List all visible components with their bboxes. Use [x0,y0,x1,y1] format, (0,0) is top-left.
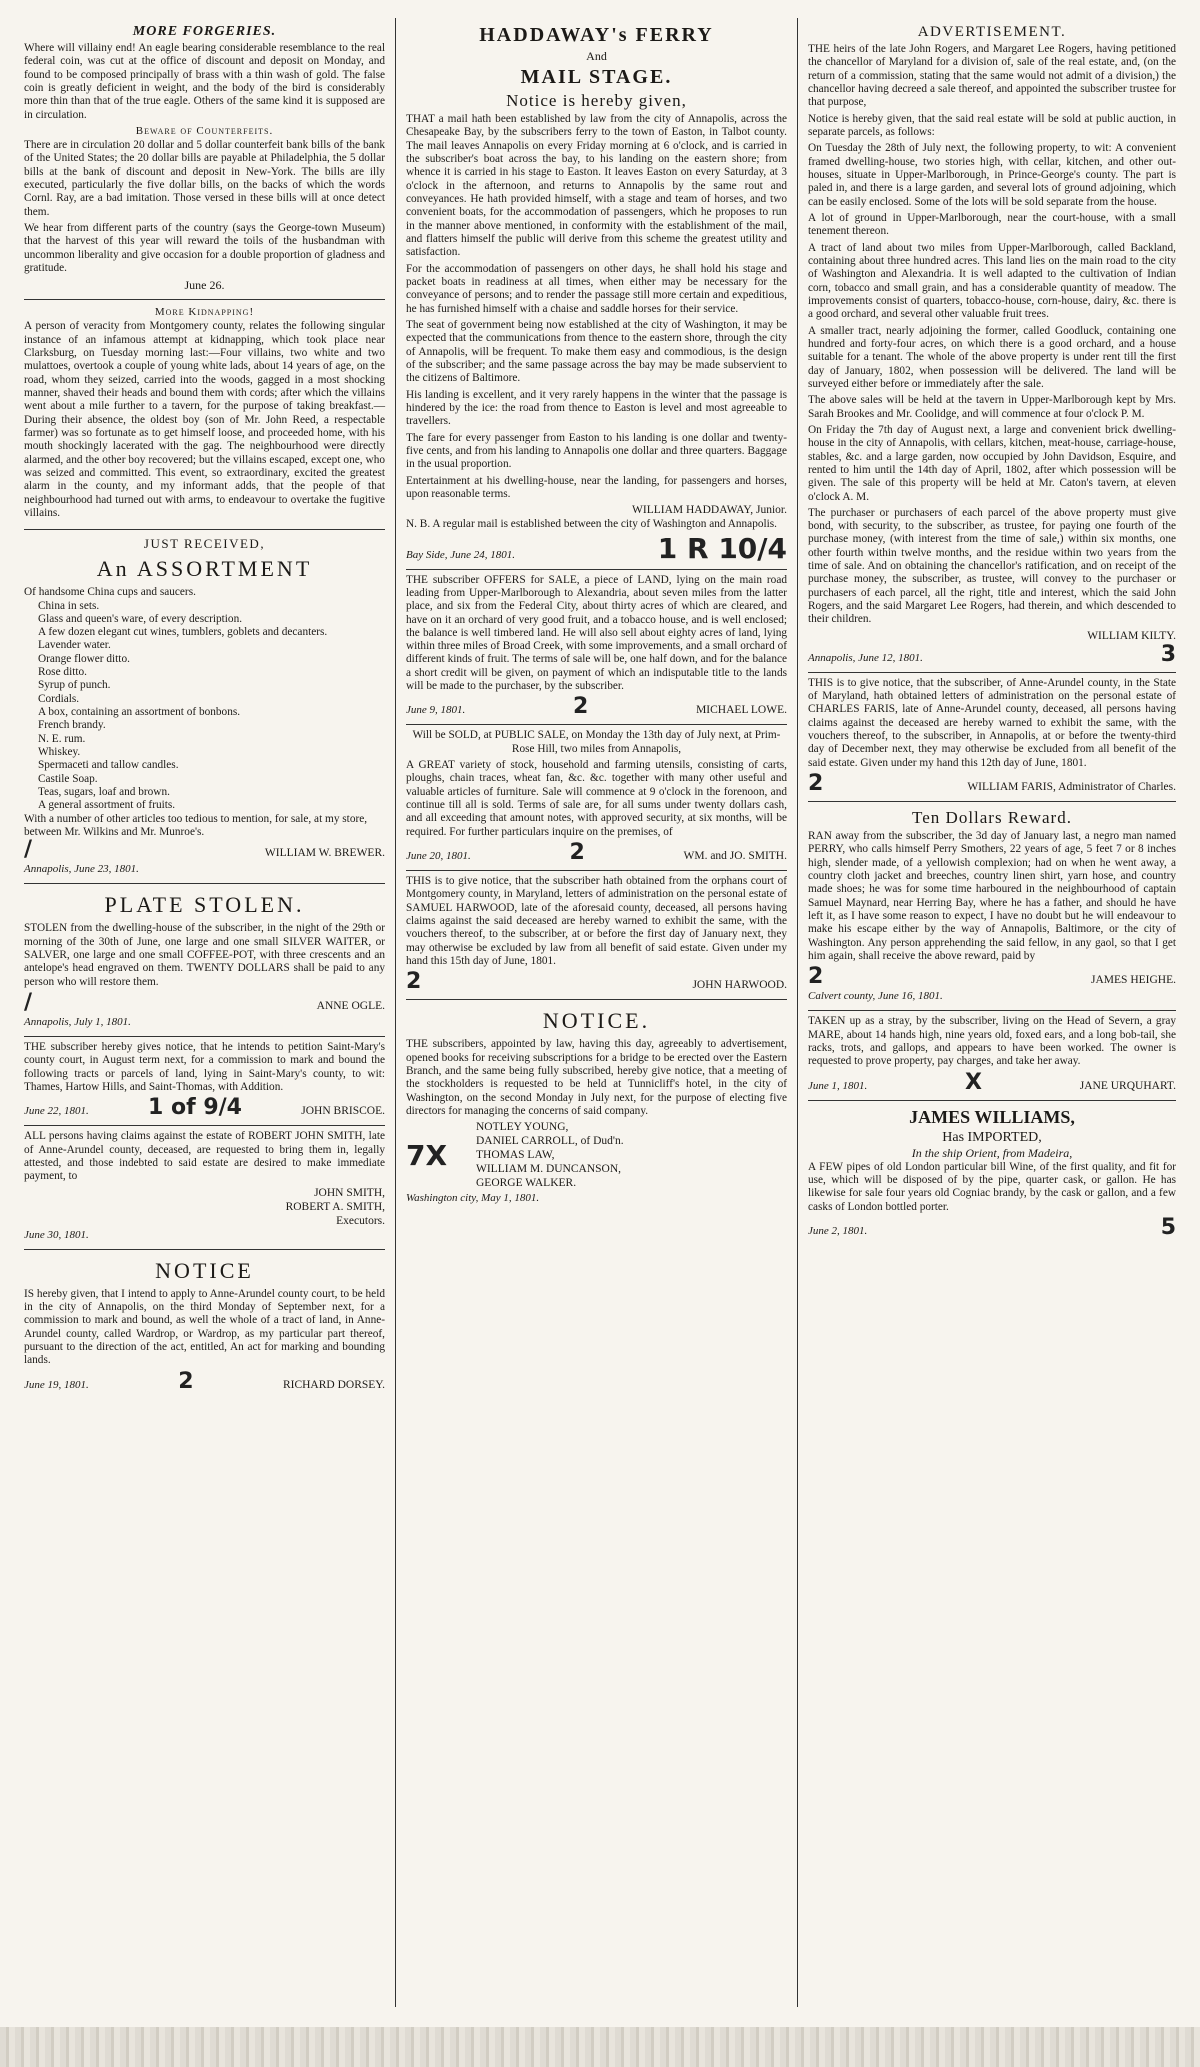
list-item: N. E. rum. [38,732,86,745]
harwood-text: THIS is to give notice, that the subscriber hath obtained from the orphans court of Montgomery county, in Maryland, letters of administration on the personal estate of SAMUEL HARWOOD, late of the aforesaid county, deceased, all persons having claims against the said deceased are hereby warned to exhibit the same, with the vouchers thereof, to the subscriber, at or before the first day of January next, they may otherwise be excluded by law from all benefit of said estate. Given under my hand this 15th day of June, 1801. [406,875,787,968]
briscoe-date: June 22, 1801. [24,1105,89,1118]
mare-signer: JANE URQUHART. [1079,1079,1176,1092]
ferry-and: And [586,49,607,63]
assortment-signer: WILLIAM W. BREWER. [264,847,385,860]
handwritten-mark: 7X [406,1138,448,1172]
forgeries-article [24,18,385,300]
ferry-p4: His landing is excellent, and it very rarely happens in the winter that the passage is hindered by the ice: the road from thence to Easton is level and most agreeable to travellers. [406,388,787,428]
ferry-ad [406,18,787,570]
list-item: China in sets. [38,599,100,612]
list-item: Whiskey. [38,746,81,759]
bridge-signers [466,1121,787,1190]
handwritten-mark: / [24,837,33,863]
kidnapping-heading: More Kidnapping! [154,306,255,319]
list-item: Glass and queen's ware, of every description. [38,612,243,625]
list-item: Syrup of punch. [38,679,111,692]
williams-heading: JAMES WILLIAMS, [909,1106,1075,1127]
faris-notice [808,673,1176,802]
briscoe-notice [24,1037,385,1126]
sale-signer: WM. and JO. SMITH. [683,850,787,863]
lowe-text: THE subscriber OFFERS for SALE, a piece of LAND, lying on the main road leading from Upper-Marlborough to Alexandria, about seven miles from the latter place, and six from the Federal City, about thirty acres of which are cleared, and have on it an orchard of very good fruit, and a tobacco house, and is well enclosed; the balance is well timbered land. He will also sell about eighty acres of land, lying within three miles of Broad Creek, with some improvements, and a small orchard of different kinds of fruit. The terms of sale will be, one half down, and for the balance a short credit will be given, on payment of which an indisputable title to the lands will be made to the purchaser, by the subscriber. [406,573,787,693]
list-item: Rose ditto. [38,666,87,679]
handwritten-mark: 1 R 10/4 [657,531,787,565]
dorsey-date: June 19, 1801. [24,1378,89,1391]
counterfeits-text: There are in circulation 20 dollar and 5 dollar counterfeit bank bills of the bank of the United States; the 20 dollar bills are payable at Philadelphia, the 5 dollar bills at the bank of discount and deposit in New-York. The bills are illy executed, particularly the five dollar bills, on the backs of which the words Cornl. Ray, are a bad imitation. Those versed in these bills will at once detect them. [24,138,385,218]
handwritten-mark: 2 [573,694,589,720]
list-item: Cordials. [38,692,80,705]
ferry-p2: For the accommodation of passengers on other days, he shall hold his stage and packet boats in readiness at all times, when either may be necessary for the conveyance of persons; and to render the passage still more certain and expeditious, he has furnished himself with a chaise and saddle horses for their service. [406,262,787,315]
ferry-date: Bay Side, June 24, 1801. [406,548,516,561]
column-left [14,18,396,2007]
faris-text: THIS is to give notice, that the subscriber, of Anne-Arundel county, in the State of Maryland, hath obtained letters of administration on the personal estate of CHARLES FARIS, late of Anne-Arundel county, deceased, all persons having claims against the deceased are hereby warned to exhibit the same, with the vouchers thereof, to the subscriber, in Annapolis, at or before the twenty-third day of December next, they may otherwise be excluded from all benefit of the said estate. Given under my hand this 12th day of June, 1801. [808,676,1176,769]
mare-text: TAKEN up as a stray, by the subscriber, living on the Head of Severn, a gray MARE, about 14 hands high, nine years old, foxed ears, and a long bob-tail, she racks, trots, and gallops, and appears to have been worked. The owner is requested to prove property, pay charges, and take her away. [808,1015,1176,1068]
column-right [798,18,1186,2007]
list-item: A general assortment of fruits. [38,799,176,812]
williams-text: A FEW pipes of old London particular bill Wine, of the first quality, and fit for use, which will be disposed of by the pipe, quarter cask, or gallon. He has likewise for sale four years old Cogniac brandy, by the cask or gallon, and a few casks of London bottled porter. [808,1160,1176,1213]
ferry-signer: WILLIAM HADDAWAY, Junior. [632,504,787,517]
handwritten-mark: 1 of 9/4 [148,1095,242,1121]
list-item: Spermaceti and tallow candles. [38,759,179,772]
public-sale-ad [406,725,787,871]
counterfeits-subheading: Beware of Counterfeits. [135,124,274,137]
handwritten-mark: / [24,990,33,1016]
smith-date: June 30, 1801. [24,1228,89,1241]
handwritten-mark: X [965,1069,982,1095]
signer-name: GEORGE WALKER. [476,1176,577,1189]
briscoe-signer: JOHN BRISCOE. [301,1105,385,1118]
list-item: Teas, sugars, loaf and brown. [38,786,170,799]
plate-heading: PLATE STOLEN. [104,892,305,918]
smith-estate-notice [24,1126,385,1249]
assortment-list [24,586,385,839]
smith-signer1: JOHN SMITH, [314,1186,385,1199]
harvest-text: We hear from different parts of the country (says the George-town Museum) that the harvest of this year will reward the toils of the husbandman with uncommon liberality and give occasion for a double proportion of gladness and gratitude. [24,221,385,274]
list-item: Castile Soap. [38,772,98,785]
sale-date: June 20, 1801. [406,850,471,863]
mare-date: June 1, 1801. [808,1079,868,1092]
list-item: Lavender water. [38,639,111,652]
list-item: Of handsome China cups and saucers. [24,586,196,599]
harwood-notice [406,871,787,1000]
smith-text: ALL persons having claims against the estate of ROBERT JOHN SMITH, late of Anne-Arundel county, deceased, are requested to bring them in, legally attested, and those indebted to said estate are desired to make immediate payment, to [24,1130,385,1183]
bridge-notice [406,1000,787,1212]
ferry-title: HADDAWAY's FERRY [479,24,714,46]
assortment-head1: JUST RECEIVED, [143,536,266,552]
ferry-p1: THAT a mail hath been established by law from the city of Annapolis, across the Chesapeake Bay, by the subscribers ferry to the town of Easton, in Talbot county. The mail leaves Annapolis on every Friday morning at 6 o'clock, and is carried in the subscriber's boat across the bay, to his landing on the eastern shore; from whence it is carried in his stage to Easton. It leaves Easton on every Saturday, at 3 o'clock in the afternoon, and returns to Annapolis by the same rout and conveyances. He hath provided himself, with a stage and team of horses, and two convenient boats, for the accommodation of passengers, which he proposes to run in the manner above mentioned, in conformity with the establishment of the mail, and flatters himself the public will derive from this scheme the greatest utility and satisfaction. [406,113,787,259]
list-item: French brandy. [38,719,106,732]
signer-name: WILLIAM M. DUNCANSON, [476,1162,622,1175]
signer-name: THOMAS LAW, [476,1148,555,1161]
forgeries-date: June 26. [184,278,225,293]
handwritten-mark: 2 [808,964,824,990]
assortment-date: Annapolis, June 23, 1801. [24,863,139,876]
signer-name: NOTLEY YOUNG, [476,1121,569,1134]
rogers-p6: A smaller tract, nearly adjoining the former, called Goodluck, containing one hundred and forty-four acres, on which there is a good orchard, and a house suitable for a tenant. The whole of the above property is under rent till the first day of January, 1802, when possession will be delivered. The land will be surveyed either before or immediately after the sale. [808,324,1176,390]
reward-heading: Ten Dollars Reward. [912,808,1072,828]
handwritten-mark: 2 [808,771,824,797]
handwritten-mark: 2 [569,840,585,866]
bridge-heading: NOTICE. [542,1008,651,1034]
rogers-heading: ADVERTISEMENT. [917,24,1067,40]
dorsey-heading: NOTICE [155,1257,254,1283]
signer-name: DANIEL CARROLL, of Dud'n. [476,1135,624,1148]
reward-signer: JAMES HEIGHE. [1091,974,1176,987]
rogers-date: Annapolis, June 12, 1801. [808,651,923,664]
kidnapping-article [24,300,385,530]
column-middle [396,18,798,2007]
list-item: Orange flower ditto. [38,652,130,665]
plate-stolen-ad [24,884,385,1037]
lowe-signer: MICHAEL LOWE. [696,704,787,717]
assortment-head2: An ASSORTMENT [96,556,313,582]
bridge-date: Washington city, May 1, 1801. [406,1192,540,1205]
lowe-date: June 9, 1801. [406,704,466,717]
stray-mare-ad [808,1011,1176,1100]
dorsey-text: IS hereby given, that I intend to apply to Anne-Arundel county court, to be held in the city of Annapolis, on the third Monday of September next, for a commission to mark and bound, as well the whole of a tract of land, in Anne-Arundel county, called Wardrop, or Wardrop, as my particular part thereof, pursuant to the direction of the act, entitled, An act for marking and bounding lands. [24,1287,385,1367]
assortment-ad [24,530,385,884]
list-item: A box, containing an assortment of bonbons. [38,706,241,719]
kidnapping-text: A person of veracity from Montgomery county, relates the following singular instance of an infamous attempt at kidnapping, which took place near Clarksburg, on Tuesday morning last:—Four villains, two white and two mulattoes, overtook a couple of young white lads, about 14 years of age, on the road, whom they seized, carried into the woods, gagged in a most shocking manner, shaved their heads and bound them with cords; after which the villains went about a mile further to a tavern, for the purpose of taking breakfast.—During their absence, the oldest boy (son of Mr. John Reed, a respectable farmer) was so fortunate as to get himself loose, and proceeded home, with his mouth shockingly lacerated with the gag. The neighbourhood were directly alarmed, and the other boy recovered; but the villains escaped, except one, who was seized and committed. This event, so extraordinary, excited the greatest alarm in the county, and my informant adds, that the people of that neighbourhood had turned out with arms, to endeavour to overtake the fugitive villains. [24,320,385,519]
sale-intro: Will be SOLD, at PUBLIC SALE, on Monday the 13th day of July next, at Prim-Rose Hill, two miles from Annapolis, [412,729,781,755]
smith-role: Executors. [336,1214,385,1227]
williams-wine-ad [808,1101,1176,1245]
handwritten-mark: 2 [178,1368,194,1394]
harwood-signer: JOHN HARWOOD. [692,979,787,992]
plate-text: STOLEN from the dwelling-house of the subscriber, in the night of the 29th or morning of the 30th of June, one large and one small SILVER WAITER, or SALVER, one large and one small COFFEE-POT, with three crescents and an antelope's head engraved on them. TWENTY DOLLARS shall be paid to any person who will restore them. [24,922,385,988]
williams-subheading: Has IMPORTED, [942,1129,1042,1145]
plate-date: Annapolis, July 1, 1801. [24,1016,131,1029]
smith-signer2: ROBERT A. SMITH, [285,1200,385,1213]
ferry-notice-heading: Notice is hereby given, [506,91,687,110]
dorsey-notice [24,1250,385,1399]
forgeries-text: Where will villainy end! An eagle bearing considerable resemblance to the real federal coin, was cut at the office of discount and deposit on Monday, and found to be composed principally of brass with a thin wash of gold. The false coin is greatly deficient in weight, and the body of the bird is considerably more thin than that of the true eagle. Others of the same kind it is supposed are in circulation. [24,42,385,121]
reward-date: Calvert county, June 16, 1801. [808,990,943,1003]
faris-signer: WILLIAM FARIS, Administrator of Charles. [967,781,1176,794]
reward-text: RAN away from the subscriber, the 3d day of January last, a negro man named PERRY, who calls himself Perry Smothers, 22 years of age, 5 feet 7 or 8 inches high, slender made, of a yellowish complexion; had on when he went away, a country cloth jacket and breeches, country linen shirt, yarn hose, and country made shoes; he was for some time harboured in the neighbourhood of captain Samuel Maynard, near Herring Bay, where he has a father, and should he have left it, as I have some reason to expect, I have no doubt but he will endeavour to make his escape either by the way of Annapolis, Baltimore, or the city of Washington. Any person apprehending the said fellow, in any gaol, so that I get him again, shall receive the above reward, paid by [808,830,1176,963]
bridge-text: THE subscribers, appointed by law, having this day, agreeably to advertisement, opened books for receiving subscriptions for a bridge to be erected over the Eastern Branch, and the same being fully subscribed, hereby give notice, that a meeting of the stockholders is requested to be held at Tunnicliff's hotel, in the city of Washington, on the second Monday in July next, for the purpose of electing five directors for managing the concerns of said company. [406,1038,787,1118]
handwritten-mark: 2 [406,969,422,995]
ferry-p6: Entertainment at his dwelling-house, near the landing, for passengers and horses, upon reasonable terms. [406,474,787,500]
reward-ad [808,802,1176,1011]
rogers-p7: The above sales will be held at the tavern in Upper-Marlborough kept by Mrs. Sarah Brookes and Mr. Coolidge, and will commence at four o'clock P. M. [808,394,1176,420]
williams-date: June 2, 1801. [808,1224,868,1237]
ferry-p3: The seat of government being now established at the city of Washington, it may be expected that the communications from thence to the eastern shore, through the city of Annapolis, will be frequent. To make them easy and commodious, is the design of the subscriber; and the same passage across the bay may be made subservient to the citizens of Baltimore. [406,318,787,385]
handwritten-mark: 3 [1160,641,1176,667]
rogers-p2: Notice is hereby given, that the said real estate will be sold at public auction, in separate parcels, as follows: [808,112,1176,138]
rogers-p9: The purchaser or purchasers of each parcel of the above property must give bond, with security, to the subscriber, as trustee, for paying one fourth of the purchase money, (with interest from the time of sale,) within six months, one other fourth within twelve months, and the residue within two years from the time of sale. And on obtaining the chancellor's ratification, and on receipt of the purchase money, the subscriber, as trustee, will convey to the purchaser or purchasers of each parcel, all the right, title and interest, which the said John Rogers, and the said Margaret Lee Rogers, had therein, and which descended to their children. [808,506,1176,626]
rogers-p5: A tract of land about two miles from Upper-Marlborough, called Backland, containing about three hundred acres. This land lies on the main road to the city of Washington and Alexandria. It is well adapted to the cultivation of Indian corn, tobacco and small grain, and has a considerable quantity of meadow. The improvements consist of quarters, tobacco-house, corn-house, dairy, &c. there is a good orchard, and several other valuable fruit trees. [808,241,1176,321]
briscoe-text: THE subscriber hereby gives notice, that he intends to petition Saint-Mary's county court, in August term next, for a commission to mark and bound the following tracts or parcels of land, lying in Saint-Mary's county, to wit: Thames, Hartow Hills, and Saint-Thomas, with Addition. [24,1041,385,1094]
ferry-nb: N. B. A regular mail is established between the city of Washington and Annapolis. [406,518,777,531]
rogers-p3: On Tuesday the 28th of July next, the following property, to wit: A convenient framed dwelling-house, two stories high, with cellar, kitchen, and other out-houses, situate in Upper-Marlborough, in Prince-George's county. The part is paled in, and there is a large garden, and several lots of ground adjoining, which can be easily enclosed. Some of the lots will be sold separate from the house. [808,142,1176,208]
forgeries-heading: MORE FORGERIES. [132,24,277,39]
mail-stage-title: MAIL STAGE. [520,66,673,88]
rogers-advertisement [808,18,1176,673]
williams-intro: In the ship Orient, from Madeira, [911,1145,1073,1160]
sale-text: A GREAT variety of stock, household and farming utensils, consisting of carts, ploughs, chain traces, wheat fan, &c. &c. together with many other useful and valuable articles of furniture. Sale will commence at 9 o'clock in the forenoon, and continue till all is sold. Terms of sale are, for all sums under twenty dollars cash, and all exceeding that amount notes, with approved security, at six months, will be required. For further particulars inquire on the premises, of [406,759,787,838]
list-item: A few dozen elegant cut wines, tumblers, goblets and decanters. [38,626,328,639]
lowe-land-ad [406,570,787,726]
list-item: With a number of other articles too tedious to mention, for sale, at my store, between Mr. Wilkins and Mr. Munroe's. [24,812,368,839]
handwritten-mark: 5 [1160,1214,1176,1240]
rogers-p1: THE heirs of the late John Rogers, and Margaret Lee Rogers, having petitioned the chancellor of Maryland for a division of, sale of the real estate, and, (on the return of a commission, stating that the same would not admit of a division,) the chancellor having decreed a sale thereof, and appointed the subscriber trustee for that purpose, [808,43,1176,109]
rogers-signer: WILLIAM KILTY. [1087,629,1176,642]
ferry-p5: The fare for every passenger from Easton to his landing is one dollar and twenty-five cents, and from his landing to Annapolis one dollar and three quarters. Baggage in the usual proportion. [406,431,787,471]
rogers-p4: A lot of ground in Upper-Marlborough, near the court-house, with a small tenement thereon. [808,211,1176,238]
rogers-p8: On Friday the 7th day of August next, a large and convenient brick dwelling-house in the city of Annapolis, with cellars, kitchen, meat-house, carriage-house, stables, &c. and a large garden, now occupied by John Davidson, Esquire, and rented to him until the 14th day of April, 1802, after which possession will be given. The sale of this property will be held at Mr. Caton's tavern, at eleven o'clock A. M. [808,423,1176,503]
page-bottom-edge [0,2027,1200,2067]
plate-signer: ANNE OGLE. [316,1000,385,1013]
dorsey-signer: RICHARD DORSEY. [282,1378,385,1391]
